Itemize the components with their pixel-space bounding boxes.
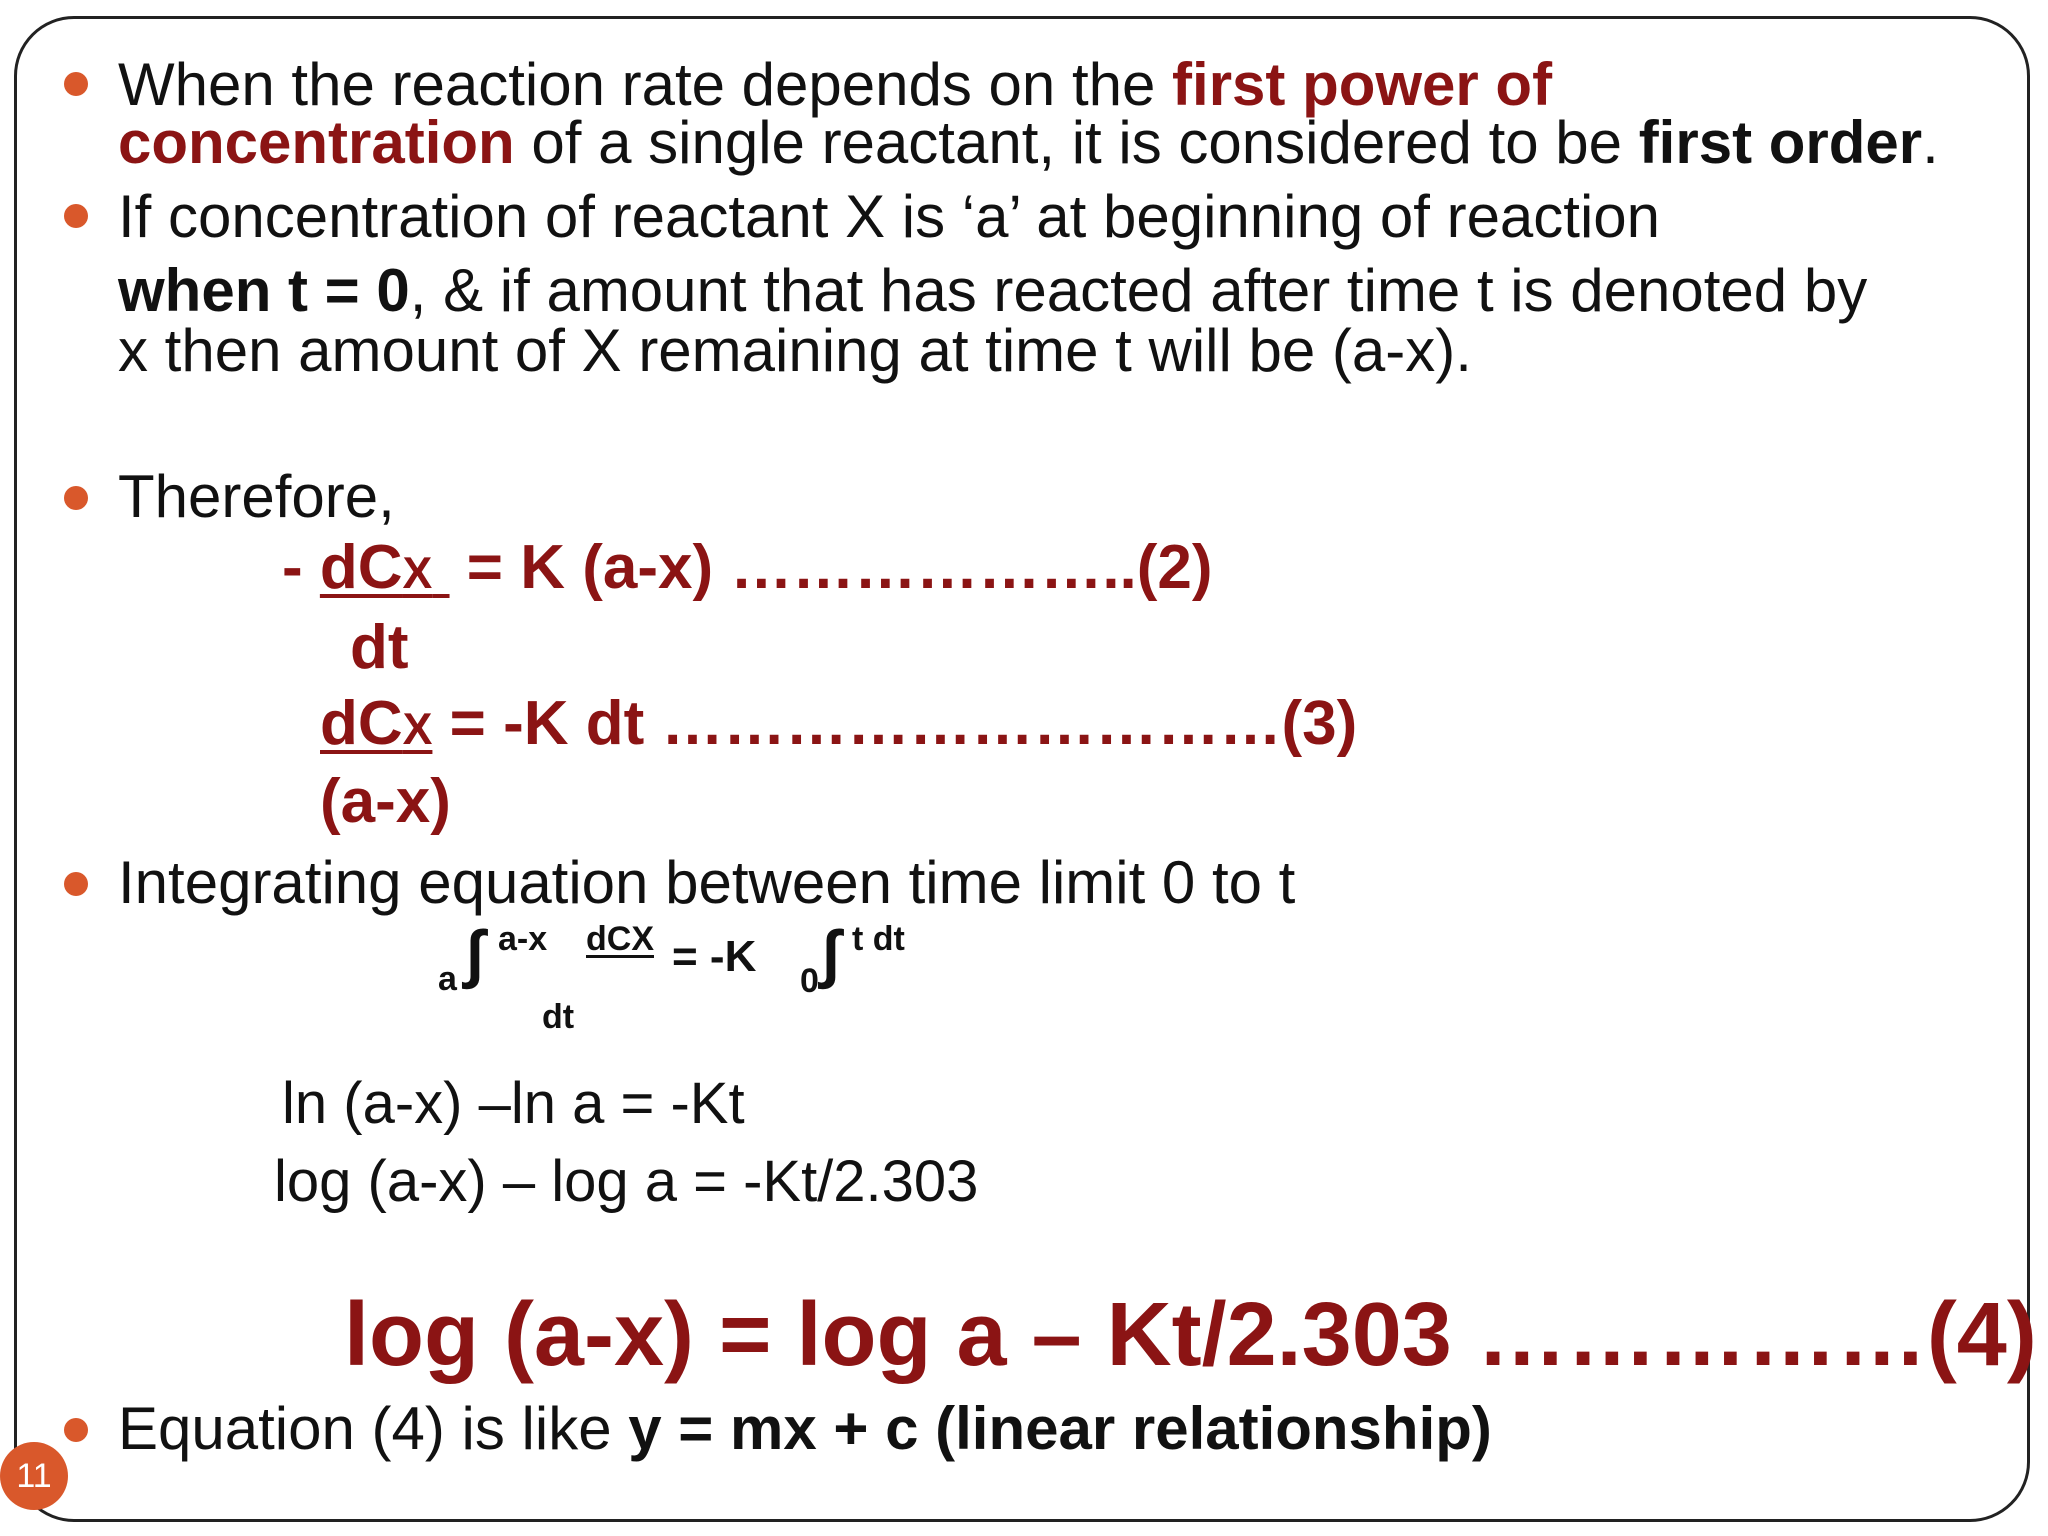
- integral-sign-icon: ∫: [466, 917, 484, 989]
- integral-upper-2: t dt: [852, 920, 905, 958]
- equation-2: [282, 532, 1213, 603]
- ln-equation: ln (a-x) –ln a = -Kt: [282, 1071, 745, 1136]
- bullet1-emphasis-2: concentration: [118, 109, 515, 176]
- bullet5-line: [118, 1394, 1492, 1463]
- bullet1-emphasis: first power of: [1172, 51, 1553, 118]
- eq3-denominator: (a-x): [320, 767, 451, 836]
- equation-4: log (a-x) = log a – Kt/2.303 ……………(4): [344, 1285, 2037, 1385]
- bullet2-rest: , & if amount that has reacted after time t is denoted by: [409, 257, 1868, 324]
- bullet-dot: [64, 872, 88, 896]
- bullet2-line3: x then amount of X remaining at time t will be (a-x).: [118, 317, 1472, 384]
- integral-frac-den: dt: [542, 998, 575, 1036]
- bullet-dot: [64, 72, 88, 96]
- integral-upper-1: a-x: [498, 920, 548, 958]
- log-equation: log (a-x) – log a = -Kt/2.303: [274, 1149, 979, 1214]
- bullet1-period: .: [1922, 109, 1939, 176]
- bullet-dot: [64, 1418, 88, 1442]
- bullet2-line1: If concentration of reactant X is ‘a’ at beginning of reaction: [118, 183, 1661, 250]
- integral-frac-num: dCX: [586, 920, 654, 958]
- integral-lower-a: a: [438, 960, 457, 998]
- bullet2-line2: [118, 256, 1867, 325]
- eq2-numerator: [320, 533, 450, 602]
- bullet5-text: Equation (4) is like: [118, 1395, 629, 1462]
- bullet-dot: [64, 486, 88, 510]
- equation-3: [320, 688, 1357, 759]
- integral-lower-0: 0: [800, 962, 819, 1000]
- eq2-rhs: = K (a-x) ………………..(2): [449, 533, 1213, 602]
- eq3-numerator: [320, 689, 432, 758]
- eq2-minus: -: [282, 533, 320, 602]
- eq2-num-sub: X: [402, 549, 433, 598]
- bullet5-linear: y = mx + c (linear relationship): [628, 1395, 1492, 1462]
- eq2-denominator: dt: [350, 613, 409, 682]
- integrating-label: Integrating equation between time limit 0 to t: [118, 849, 1296, 916]
- bullet1-text-2: of a single reactant, it is considered to be: [514, 109, 1639, 176]
- bullet2-when: when t = 0: [118, 257, 410, 324]
- bullet1-line2: [118, 108, 1939, 177]
- eq3-num-sub: X: [402, 705, 433, 754]
- bullet1-text: When the reaction rate depends on the: [118, 51, 1173, 118]
- integral-sign-icon-2: ∫: [822, 917, 840, 989]
- eq3-rhs: = -K dt …………………………(3): [432, 689, 1358, 758]
- eq3-num-text: dC: [320, 689, 403, 758]
- bullet-dot: [64, 204, 88, 228]
- integral-middle: = -K: [672, 932, 757, 981]
- bullet1-first-order: first order: [1638, 109, 1923, 176]
- eq2-num-text: dC: [319, 533, 403, 602]
- therefore-label: Therefore,: [118, 463, 395, 530]
- slide-number-badge: 11: [0, 1442, 68, 1510]
